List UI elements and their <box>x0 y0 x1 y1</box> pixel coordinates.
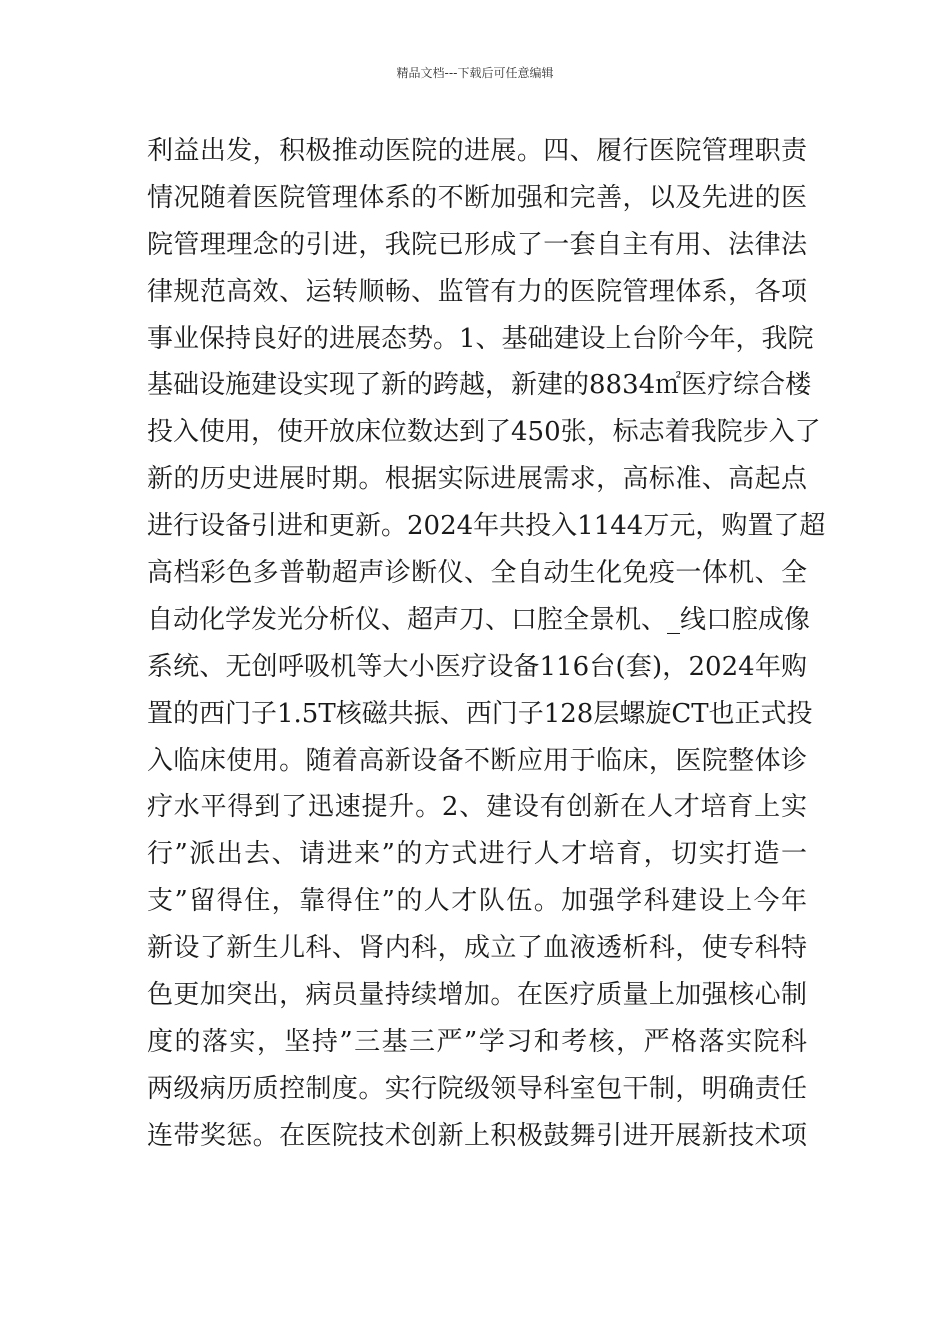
text-line: 支”留得住，靠得住”的人才队伍。加强学科建设上今年 <box>147 886 807 917</box>
text-line: 系统、无创呼吸机等大小医疗设备116台(套)，2024年购 <box>147 651 807 682</box>
page-header: 精品文档---下载后可任意编辑 <box>396 66 554 80</box>
text-line: 基础设施建设实现了新的跨越，新建的8834㎡医疗综合楼 <box>147 370 812 401</box>
text-line: 色更加突出，病员量持续增加。在医疗质量上加强核心制 <box>147 980 807 1011</box>
text-line: 律规范高效、运转顺畅、监管有力的医院管理体系，各项 <box>147 276 807 307</box>
text-line: 疗水平得到了迅速提升。2、建设有创新在人才培育上实 <box>147 792 807 823</box>
text-line: 利益出发，积极推动医院的进展。四、履行医院管理职责 <box>147 136 807 166</box>
text-line: 置的西门子1.5T核磁共振、西门子128层螺旋CT也正式投 <box>147 698 813 729</box>
text-line: 情况随着医院管理体系的不断加强和完善，以及先进的医 <box>147 182 807 213</box>
text-line: 新的历史进展时期。根据实际进展需求，高标准、高起点 <box>147 464 807 495</box>
text-line: 连带奖惩。在医院技术创新上积极鼓舞引进开展新技术项 <box>147 1120 807 1151</box>
text-line: 两级病历质控制度。实行院级领导科室包干制，明确责任 <box>147 1073 807 1104</box>
text-line: 度的落实，坚持”三基三严”学习和考核，严格落实院科 <box>147 1026 807 1057</box>
document-body <box>147 128 826 1160</box>
text-line: 入临床使用。随着高新设备不断应用于临床，医院整体诊 <box>147 745 807 776</box>
text-line: 新设了新生儿科、肾内科，成立了血液透析科，使专科特 <box>147 933 807 964</box>
text-line: 高档彩色多普勒超声诊断仪、全自动生化免疫一体机、全 <box>147 558 807 589</box>
text-line: 投入使用，使开放床位数达到了450张，标志着我院步入了 <box>147 417 821 448</box>
text-line: 自动化学发光分析仪、超声刀、口腔全景机、_线口腔成像 <box>147 604 811 635</box>
text-line: 进行设备引进和更新。2024年共投入1144万元，购置了超 <box>147 511 826 542</box>
text-line: 行”派出去、请进来”的方式进行人才培育，切实打造一 <box>147 839 807 870</box>
text-line: 院管理理念的引进，我院已形成了一套自主有用、法律法 <box>147 229 807 260</box>
text-line: 事业保持良好的进展态势。1、基础建设上台阶今年，我院 <box>147 323 814 354</box>
